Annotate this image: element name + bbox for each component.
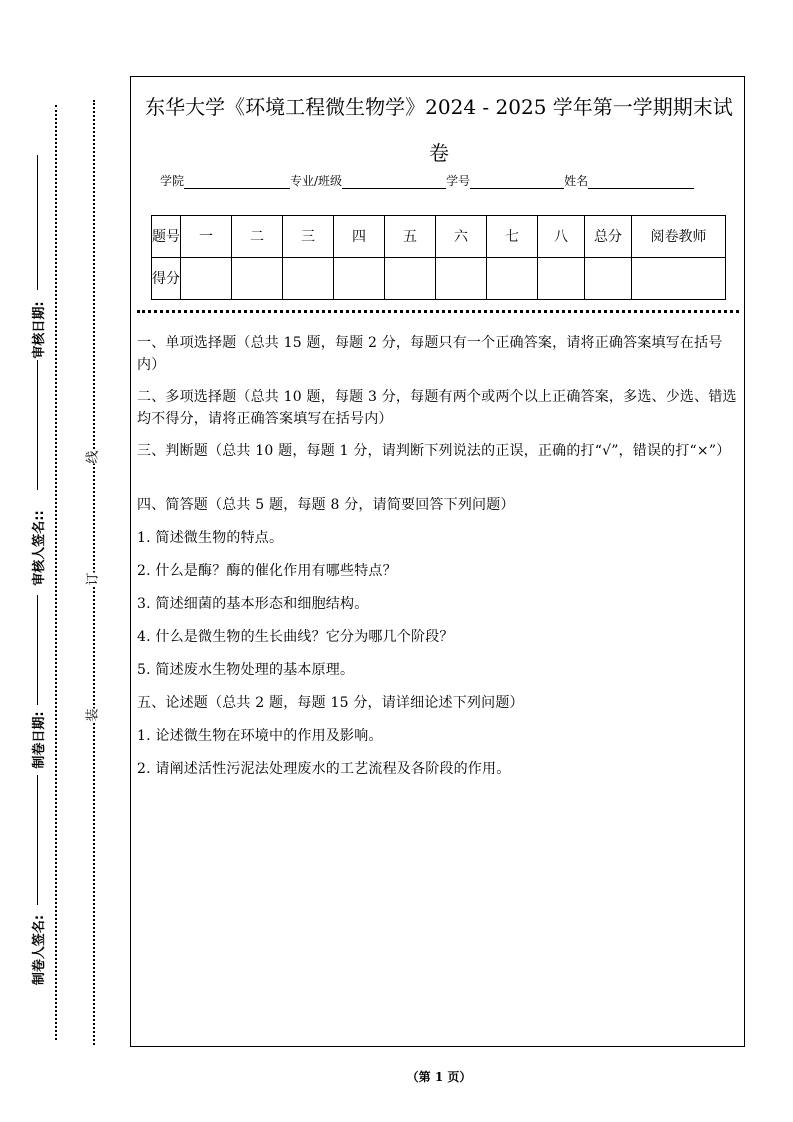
student-info-row [160, 172, 694, 189]
section-1-heading: 一、单项选择题（总共 15 题，每题 2 分，每题只有一个正确答案，请将正确答案填写在括号内） [137, 335, 723, 373]
major-label: 专业/班级 [290, 174, 343, 188]
score-cell-7[interactable] [487, 258, 538, 300]
score-col-grader: 阅卷教师 [632, 216, 726, 258]
reviewer-sign-label: 审核人签名:: [32, 510, 47, 586]
score-col-6: 六 [436, 216, 487, 258]
score-cell-6[interactable] [436, 258, 487, 300]
maker-sign-label: 制卷人签名: [32, 914, 47, 986]
short-answer-q1: 1. 简述微生物的特点。 [137, 530, 284, 546]
score-col-7: 七 [487, 216, 538, 258]
score-cell-grader[interactable] [632, 258, 726, 300]
score-col-total: 总分 [585, 216, 632, 258]
separator-dotted-line [137, 310, 739, 313]
review-date-line [37, 155, 38, 290]
score-col-4: 四 [334, 216, 385, 258]
score-cell-2[interactable] [232, 258, 283, 300]
binding-dotted-line-outer [55, 105, 57, 1040]
short-answer-q4: 4. 什么是微生物的生长曲线？它分为哪几个阶段？ [137, 629, 454, 645]
score-table-header-row [152, 216, 726, 258]
binding-char-order: 订 [85, 572, 101, 586]
student-id-label: 学号 [446, 174, 471, 188]
score-cell-total[interactable] [585, 258, 632, 300]
section-5-heading: 五、论述题（总共 2 题，每题 15 分，请详细论述下列问题） [137, 695, 524, 711]
essay-q2: 2. 请阐述活性污泥法处理废水的工艺流程及各阶段的作用。 [137, 761, 511, 777]
score-cell-1[interactable] [181, 258, 232, 300]
score-table-corner: 题号 [152, 216, 181, 258]
essay-q1: 1. 论述微生物在环境中的作用及影响。 [137, 728, 383, 744]
page-number: （第 1 页） [406, 1070, 472, 1084]
score-table-score-row [152, 258, 726, 300]
student-id-field[interactable] [470, 174, 564, 189]
name-field[interactable] [588, 174, 694, 189]
score-table [151, 215, 726, 300]
score-cell-4[interactable] [334, 258, 385, 300]
major-field[interactable] [342, 174, 446, 189]
make-date-line [37, 595, 38, 705]
score-col-1: 一 [181, 216, 232, 258]
short-answer-q5: 5. 简述废水生物处理的基本原理。 [137, 662, 355, 678]
name-label: 姓名 [564, 174, 589, 188]
short-answer-q2: 2. 什么是酶？酶的催化作用有哪些特点？ [137, 563, 397, 579]
score-col-8: 八 [538, 216, 585, 258]
exam-title: 东华大学《环境工程微生物学》2024 - 2025 学年第一学期期末试卷 [145, 95, 733, 165]
score-row-label: 得分 [152, 258, 181, 300]
college-field[interactable] [184, 174, 290, 189]
college-label: 学院 [160, 174, 185, 188]
score-cell-5[interactable] [385, 258, 436, 300]
reviewer-sign-line [37, 360, 38, 490]
maker-sign-line [37, 775, 38, 905]
section-4-heading: 四、简答题（总共 5 题，每题 8 分，请简要回答下列问题） [137, 497, 515, 513]
score-col-5: 五 [385, 216, 436, 258]
binding-char-line: 线 [85, 450, 101, 464]
score-cell-3[interactable] [283, 258, 334, 300]
section-2-heading: 二、多项选择题（总共 10 题，每题 3 分，每题有两个或两个以上正确答案，多选、少选、错选均不得分，请将正确答案填写在括号内） [137, 389, 737, 427]
short-answer-q3: 3. 简述细菌的基本形态和细胞结构。 [137, 596, 369, 612]
score-col-2: 二 [232, 216, 283, 258]
score-col-3: 三 [283, 216, 334, 258]
binding-char-bind: 装 [85, 708, 101, 722]
make-date-label: 制卷日期: [32, 711, 47, 769]
review-date-label: 审核日期: [32, 301, 47, 359]
section-3-heading: 三、判断题（总共 10 题，每题 1 分，请判断下列说法的正误，正确的打“√”，错误的打“×”） [137, 443, 731, 459]
score-cell-8[interactable] [538, 258, 585, 300]
